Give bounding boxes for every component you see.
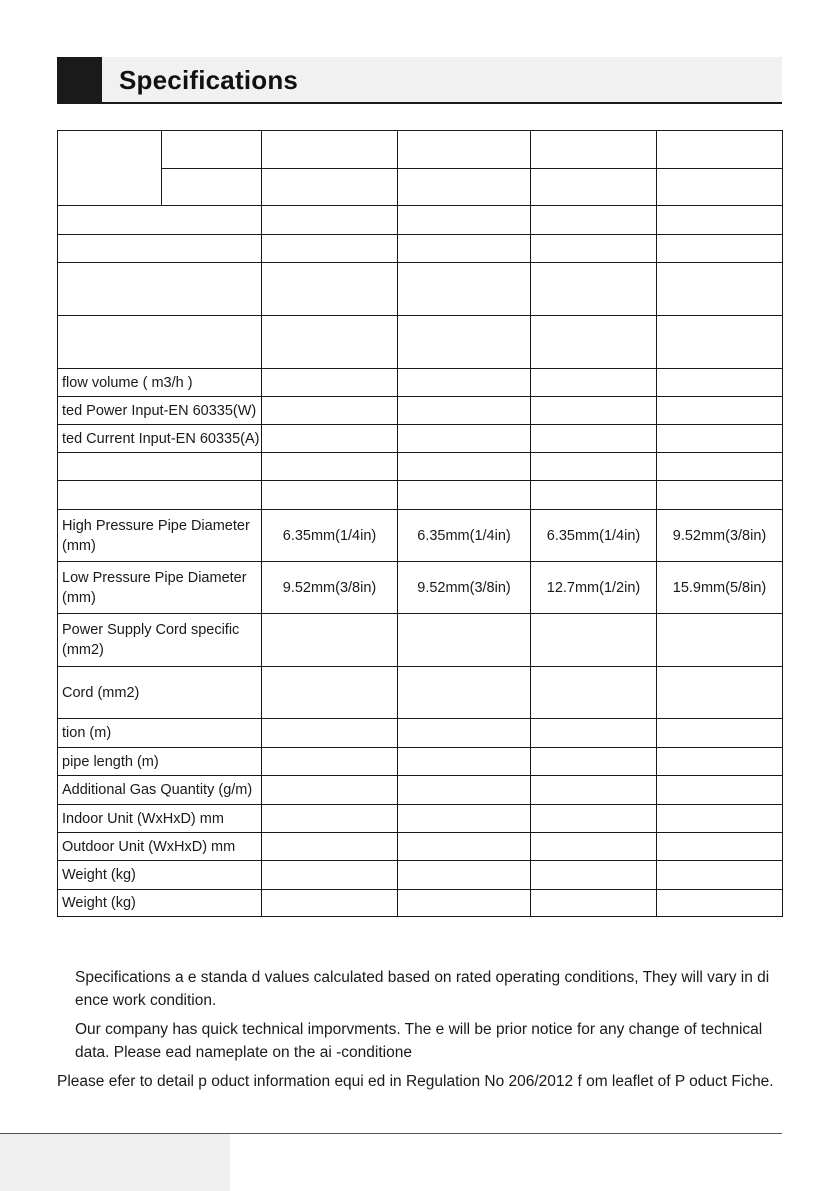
table-row xyxy=(58,169,783,206)
table-cell xyxy=(531,369,657,397)
table-row xyxy=(58,748,783,776)
section-marker xyxy=(57,57,102,102)
table-cell xyxy=(262,833,398,861)
table-cell xyxy=(398,805,531,833)
row-label xyxy=(58,235,262,263)
table-cell xyxy=(531,667,657,719)
table-cell xyxy=(398,235,531,263)
table-cell xyxy=(398,397,531,425)
table-cell xyxy=(657,833,783,861)
table-cell xyxy=(398,425,531,453)
table-row xyxy=(58,805,783,833)
section-header xyxy=(57,57,782,104)
table-cell xyxy=(262,235,398,263)
table-cell xyxy=(657,453,783,481)
table-cell xyxy=(531,206,657,235)
row-label: Indoor Unit (WxHxD) mm xyxy=(58,805,262,833)
table-cell xyxy=(657,316,783,369)
table-cell xyxy=(531,235,657,263)
footer-band xyxy=(0,1134,230,1191)
table-cell xyxy=(262,614,398,667)
row-label: Low Pressure Pipe Diameter (mm) xyxy=(58,562,262,614)
table-cell xyxy=(262,169,398,206)
table-cell xyxy=(531,861,657,890)
table-cell xyxy=(262,397,398,425)
specifications-table xyxy=(57,130,783,917)
table-cell xyxy=(398,614,531,667)
table-cell xyxy=(531,481,657,510)
table-cell xyxy=(657,748,783,776)
table-row xyxy=(58,131,783,169)
table-cell xyxy=(398,131,531,169)
table-cell: 6.35mm(1/4in) xyxy=(262,510,398,562)
row-label xyxy=(58,316,262,369)
row-sublabel xyxy=(162,131,262,169)
row-label: Weight (kg) xyxy=(58,890,262,917)
row-label: Power Supply Cord specific (mm2) xyxy=(58,614,262,667)
table-row xyxy=(58,861,783,890)
table-cell xyxy=(657,667,783,719)
table-cell xyxy=(657,369,783,397)
table-row xyxy=(58,316,783,369)
table-cell xyxy=(262,131,398,169)
table-cell xyxy=(398,316,531,369)
table-cell xyxy=(398,861,531,890)
table-row xyxy=(58,453,783,481)
table-row xyxy=(58,562,783,614)
table-cell xyxy=(262,206,398,235)
table-cell xyxy=(262,719,398,748)
table-cell xyxy=(398,263,531,316)
table-cell xyxy=(262,805,398,833)
row-label: flow volume ( m3/h ) xyxy=(58,369,262,397)
table-cell xyxy=(657,263,783,316)
note-text: Please efer to detail p oduct information equi ed in Regulation No 206/2012 f om leaflet of P oduct Fiche. xyxy=(57,1073,774,1090)
table-cell xyxy=(531,131,657,169)
table-cell xyxy=(262,425,398,453)
row-label: ted Current Input-EN 60335(A) xyxy=(58,425,262,453)
table-row xyxy=(58,719,783,748)
row-label: tion (m) xyxy=(58,719,262,748)
table-cell xyxy=(262,890,398,917)
row-sublabel xyxy=(162,169,262,206)
table-row xyxy=(58,890,783,917)
table-cell xyxy=(657,614,783,667)
table-cell xyxy=(657,206,783,235)
table-cell xyxy=(262,776,398,805)
table-cell xyxy=(531,397,657,425)
table-cell xyxy=(262,263,398,316)
table-cell xyxy=(262,453,398,481)
table-cell xyxy=(398,369,531,397)
table-row xyxy=(58,206,783,235)
row-label: ted Power Input-EN 60335(W) xyxy=(58,397,262,425)
table-row xyxy=(58,614,783,667)
table-cell xyxy=(657,719,783,748)
table-cell xyxy=(531,614,657,667)
row-label xyxy=(58,263,262,316)
row-label xyxy=(58,131,162,206)
table-cell xyxy=(398,833,531,861)
table-cell: 6.35mm(1/4in) xyxy=(531,510,657,562)
table-cell: 6.35mm(1/4in) xyxy=(398,510,531,562)
row-label xyxy=(58,453,262,481)
table-cell xyxy=(657,169,783,206)
note-text: Our company has quick technical imporvments. The e will be prior notice for any change of technical data. Please ead nameplate on the ai -conditione xyxy=(75,1021,763,1061)
table-cell xyxy=(262,667,398,719)
table-cell xyxy=(531,719,657,748)
table-cell xyxy=(657,861,783,890)
table-row xyxy=(58,397,783,425)
table-cell xyxy=(398,719,531,748)
table-cell xyxy=(398,748,531,776)
table-cell xyxy=(531,316,657,369)
table-cell xyxy=(398,667,531,719)
table-cell xyxy=(398,169,531,206)
table-cell xyxy=(262,748,398,776)
table-cell xyxy=(531,833,657,861)
table-cell xyxy=(398,453,531,481)
table-cell xyxy=(262,369,398,397)
table-cell: 9.52mm(3/8in) xyxy=(657,510,783,562)
table-cell xyxy=(657,890,783,917)
table-cell xyxy=(657,131,783,169)
row-label: High Pressure Pipe Diameter (mm) xyxy=(58,510,262,562)
table-cell xyxy=(531,890,657,917)
table-cell xyxy=(657,776,783,805)
table-cell xyxy=(657,805,783,833)
table-cell xyxy=(398,890,531,917)
table-cell xyxy=(398,776,531,805)
table-cell xyxy=(531,169,657,206)
table-cell xyxy=(657,397,783,425)
table-cell: 15.9mm(5/8in) xyxy=(657,562,783,614)
table-cell xyxy=(398,206,531,235)
page-title: Specifications xyxy=(119,65,299,95)
notes-section xyxy=(57,966,782,1099)
table-row xyxy=(58,776,783,805)
table-cell: 9.52mm(3/8in) xyxy=(398,562,531,614)
table-row xyxy=(58,510,783,562)
row-label: pipe length (m) xyxy=(58,748,262,776)
table-row xyxy=(58,481,783,510)
row-label: Outdoor Unit (WxHxD) mm xyxy=(58,833,262,861)
table-cell xyxy=(657,425,783,453)
row-label: Cord (mm2) xyxy=(58,667,262,719)
table-cell xyxy=(262,481,398,510)
table-row xyxy=(58,425,783,453)
table-cell xyxy=(262,316,398,369)
note-text: Specifications a e standa d values calculated based on rated operating conditions, They will vary in di ence work condition. xyxy=(75,969,770,1009)
row-label: Weight (kg) xyxy=(58,861,262,890)
table-row xyxy=(58,667,783,719)
table-row xyxy=(58,833,783,861)
table-cell: 9.52mm(3/8in) xyxy=(262,562,398,614)
table-cell xyxy=(657,481,783,510)
table-cell: 12.7mm(1/2in) xyxy=(531,562,657,614)
table-row xyxy=(58,369,783,397)
table-cell xyxy=(531,805,657,833)
row-label xyxy=(58,206,262,235)
table-row xyxy=(58,263,783,316)
table-cell xyxy=(531,748,657,776)
table-cell xyxy=(531,263,657,316)
row-label: Additional Gas Quantity (g/m) xyxy=(58,776,262,805)
table-cell xyxy=(657,235,783,263)
table-cell xyxy=(531,425,657,453)
table-cell xyxy=(398,481,531,510)
row-label xyxy=(58,481,262,510)
table-cell xyxy=(531,776,657,805)
table-cell xyxy=(531,453,657,481)
table-cell xyxy=(262,861,398,890)
table-row xyxy=(58,235,783,263)
